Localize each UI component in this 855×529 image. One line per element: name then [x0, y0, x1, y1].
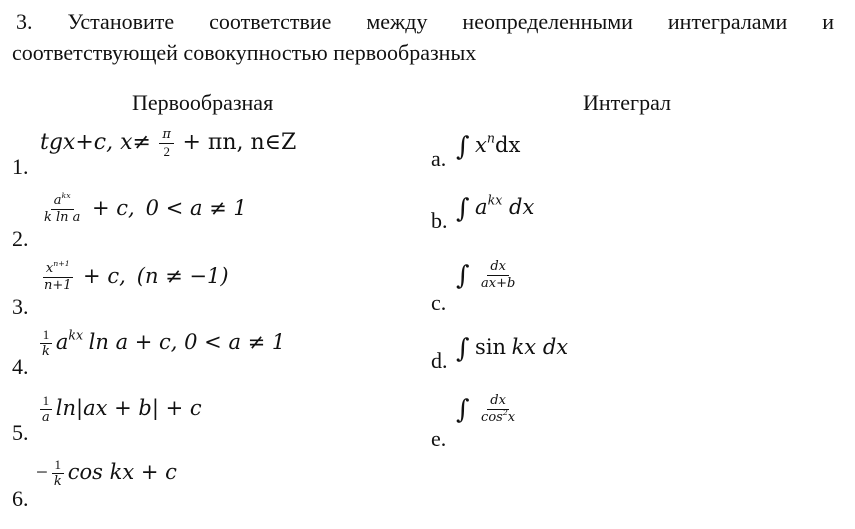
integral-d: ∫ sin kx dx: [456, 334, 569, 364]
integral-b-label: b.: [431, 208, 448, 233]
integral-d-label: d.: [431, 348, 448, 373]
integral-c-label: c.: [431, 290, 447, 315]
item-1-label: 1.: [12, 154, 29, 179]
item-3-label: 3.: [12, 294, 29, 319]
item-6-label: 6.: [12, 486, 29, 511]
integral-a-label: a.: [431, 146, 447, 171]
item-5-label: 5.: [12, 420, 29, 445]
task-line-2: соответствующей совокупностью первообразных: [12, 40, 477, 65]
integral-a: ∫ $x^ndx$: [456, 130, 521, 162]
item-2-label: 2.: [12, 226, 29, 251]
integral-e-label: e.: [431, 426, 447, 451]
integral-c: ∫ $\frac{dx}{ax+b}$: [456, 259, 516, 291]
item-4-label: 4.: [12, 354, 29, 379]
integral-b: ∫ $a^{kx}$ dx: [456, 192, 535, 224]
antiderivative-2: $\frac{a^{kx}}{\text{k ln a}}$ + c, 0 < a ≠ 1: [44, 191, 247, 225]
antiderivative-1: tgx+c, x≠ $\frac{\pi}{2}$ + πn, n∈Z: [40, 127, 297, 159]
antiderivative-6: − $\frac{1}{k}$ cos kx + c: [36, 457, 177, 489]
antiderivative-3: $\frac{x^{n+1}}{n+1}$ + c, (n ≠ −1): [44, 259, 229, 293]
task-text: [12, 6, 834, 68]
right-column-header: Интеграл: [583, 90, 671, 115]
task-line-1: 3. Установите соответствие между неопределенными интегралами и: [16, 9, 834, 34]
antiderivative-4: $\frac{1}{k}$ $a^{kx}$ ln a + c, 0 < a ≠ 1: [36, 328, 285, 360]
left-column-header: Первообразная: [132, 90, 274, 115]
integral-e: ∫ $\frac{dx}{\cos^2x}$: [456, 393, 516, 425]
antiderivative-5: $\frac{1}{a}$ ln|ax + b| + c: [36, 394, 202, 426]
